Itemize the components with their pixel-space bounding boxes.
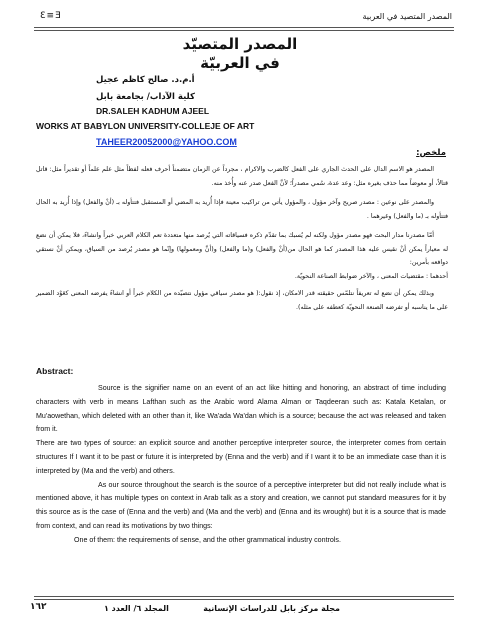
arabic-abstract-heading: ملخص: [416, 148, 446, 158]
english-paragraph: One of them: the requirements of sense, and the other grammatical industry controls. [74, 535, 341, 544]
paper-subtitle: في العربيّة [200, 54, 280, 72]
english-paragraph: As our source throughout the search is the source of a perceptive interpreter but did not really include what is mentioned above, it has multiple types on context in Arab talk as a story and creation, we cannot put standard measures for it by this source as is the case of (Enna and the verb) and (Ma and the verb) and (Enna and its wrought) but it is a source that is made from context, and can read its motivations by two things: [36, 480, 446, 530]
arabic-paragraph: والمصدر على نوعين : مصدر صريح وآخر مؤول ، والمؤول يأتي من تراكيب معينة فإذا أُريد به المضي أو المستقبل فتتأوله بـ (أنْ والفعل) وإذا أُريد به الحال فتتأوله بـ (ما والفعل) وغيرهما . [36, 199, 448, 220]
author-name-arabic: أ.م.د. صالح كاظم عجيل [96, 75, 195, 85]
author-email-link[interactable]: TAHEER20052000@YAHOO.COM [96, 137, 237, 147]
author-affiliation-arabic: كلية الآداب/ بجامعة بابل [96, 92, 195, 102]
footer-issue: المجلد ٦/ العدد ١ [104, 604, 169, 613]
arabic-paragraph: وبذلك يمكن أن نضع له تعريفاً نتلمّس حقيقته قدر الامكان، إذ نقول:( هو مصدر سياقي مؤول نتصيّده من الكلام خبراً أو انشاءً يفرضه المعنى كعَوْد الضمير على ما يناسبه أو تفرضه الصنعة النحويّة كعطفه على مثله). [36, 290, 448, 311]
arabic-abstract-body [36, 163, 448, 314]
english-abstract-body [36, 382, 446, 548]
arabic-paragraph: أحدهما : مقتضيات المعنى ، والآخر ضوابط الصناعة النحويّة. [294, 272, 448, 280]
english-paragraph: There are two types of source: an explicit source and another perceptive interpreter source, the interpreter comes from certain structures If I want it to be past or future it is interpreted by (Enna and the verb) and if I want it to be an immediate case than it is interpreted by (Ma and the verb) and others. [36, 439, 446, 475]
header-divider [34, 30, 454, 31]
journal-logo: Ԑ≡Ǝ [40, 11, 62, 21]
english-paragraph: Source is the signifier name on an event of an act like hitting and honoring, an abstract of time including characters with verb in means Lafthan such as the Arabic word Alama Alman or Taqdeeran such as: Katala Ketalan, or Mu'aowethan, which deleted with an other than it, like Wa'ada Wa'dan which is a source; because the act was released and taken from it. [36, 384, 446, 434]
footer-journal-name: مجلة مركز بابل للدراسات الإنسانية [203, 604, 340, 613]
author-affiliation-english: WORKS AT BABYLON UNIVERSITY-COLLEJE OF ART [36, 121, 255, 131]
paper-title: المصدر المتصيّد [182, 35, 298, 53]
footer-divider [34, 596, 454, 597]
footer-divider [34, 599, 454, 600]
author-name-english: DR.SALEH KADHUM AJEEL [96, 106, 210, 116]
arabic-paragraph: أمّا مصدرنا مدار البحث فهو مصدر مؤول ولكنه لم يُسبك بما تقدّم ذكره فسياقاته التي يُرصد منها متعددة تعم الكلام العربي خبراً وانشاءً، فلا يمكن أن نضع له معياراً يمكن أنْ نقيس عليه هذا المصدر كما هو الحال من(أنْ والفعل) و(ما والفعل) و(أنَّ ومعمولها) وإنّما هو مصدر يُرصد من السياق، ويمكن أنْ نستقي دوافعه بأمرين: [36, 232, 448, 266]
english-abstract-heading: Abstract: [36, 366, 74, 376]
running-title: المصدر المتصيد في العربية [362, 12, 452, 21]
page-number: ١٦٢ [30, 602, 47, 612]
arabic-paragraph: المصدر هو الاسم الدال على الحدث الجاري على الفعل كالضرب والاكرام ، مجرداً عن الزمان متضمناً أحرف فعله لفظاً مثل علم علماً أو تقديراً مثل: قاتل قتالاً، أو معوضاً مما حذف بغيره مثل: وعد عدة، سُمي مصدراً؛ لأنَّ الفعل صدر عنه وأُخذ منه. [36, 166, 448, 187]
header-divider [34, 27, 454, 28]
